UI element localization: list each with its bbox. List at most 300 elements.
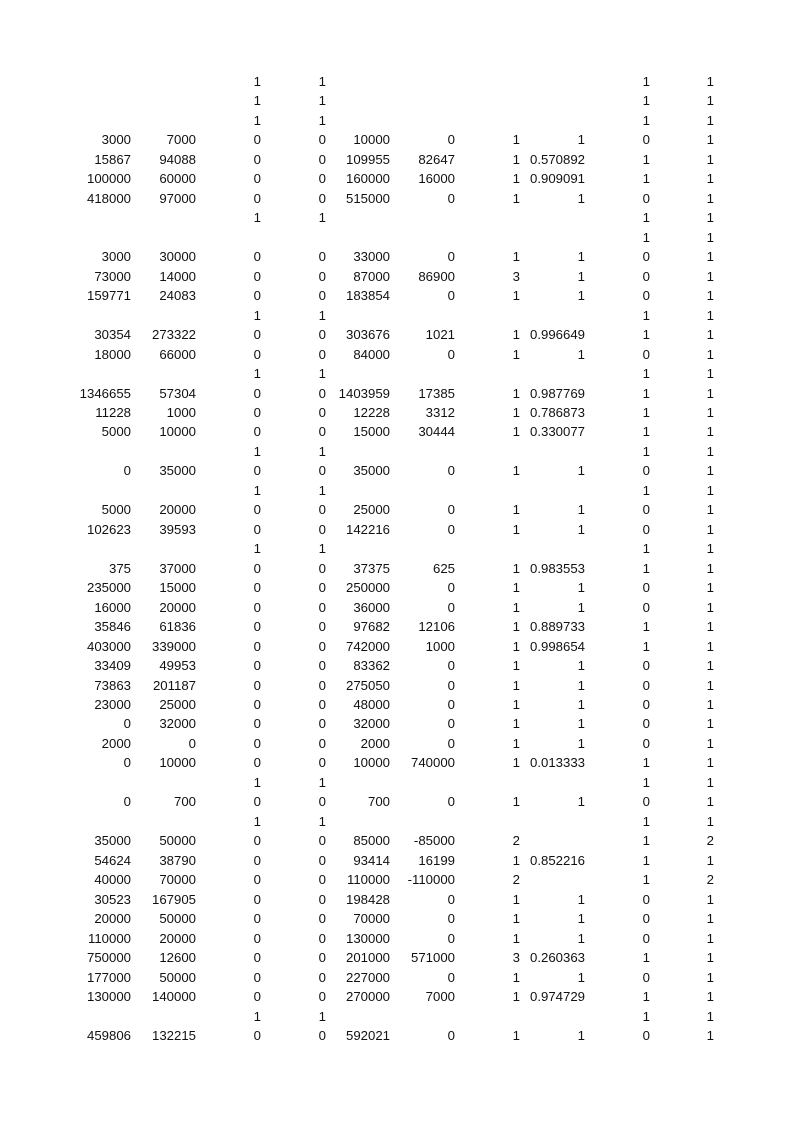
table-cell: 1 [706, 404, 714, 420]
table-cell: 1 [706, 521, 714, 537]
table-row [0, 247, 800, 266]
table-cell: 0 [253, 404, 261, 420]
table-cell: 0 [447, 288, 455, 304]
table-cell: 0 [447, 735, 455, 751]
table-cell: 32000 [159, 716, 196, 732]
table-cell: 273322 [151, 327, 196, 343]
table-cell: 140000 [151, 989, 196, 1005]
table-row [0, 851, 800, 870]
table-cell: 1 [706, 307, 714, 323]
table-row [0, 831, 800, 850]
table-cell: 16000 [418, 171, 455, 187]
table-cell: 1 [706, 424, 714, 440]
table-cell: 0 [318, 424, 326, 440]
table-cell: 750000 [86, 950, 131, 966]
table-cell: 5000 [101, 502, 131, 518]
table-cell: 1 [577, 930, 585, 946]
table-cell: 0 [642, 658, 650, 674]
table-cell: 1 [512, 658, 520, 674]
table-cell: 0 [253, 716, 261, 732]
table-cell: 571000 [410, 950, 455, 966]
table-cell: 0.987769 [529, 385, 585, 401]
table-cell: 201187 [152, 677, 196, 693]
table-cell: 0 [253, 327, 261, 343]
table-cell: 0 [447, 521, 455, 537]
table-cell: 1 [577, 891, 585, 907]
table-cell: 66000 [159, 346, 196, 362]
table-cell: 15000 [353, 424, 390, 440]
table-row [0, 753, 800, 772]
table-cell: 1 [706, 132, 714, 148]
table-cell: 84000 [353, 346, 390, 362]
table-cell: 10000 [353, 132, 390, 148]
table-cell: 1 [512, 599, 520, 615]
table-cell: 37375 [353, 560, 390, 576]
table-cell: 15867 [94, 151, 131, 167]
table-cell: 375 [108, 560, 131, 576]
table-cell: 1 [318, 482, 326, 498]
table-cell: 97000 [159, 190, 196, 206]
table-cell: 0 [253, 930, 261, 946]
table-cell: 0 [253, 580, 261, 596]
table-cell: 1 [253, 482, 261, 498]
table-cell: 1 [706, 619, 714, 635]
table-cell: 0 [642, 249, 650, 265]
table-row [0, 403, 800, 422]
table-cell: 0 [447, 891, 455, 907]
table-cell: 15000 [159, 580, 196, 596]
table-cell: 0 [318, 872, 326, 888]
table-cell: 7000 [166, 132, 196, 148]
table-cell: 1 [512, 327, 520, 343]
table-cell: 0 [253, 463, 261, 479]
table-cell: 11228 [95, 404, 131, 420]
table-cell: 36000 [353, 599, 390, 615]
table-cell: 2000 [360, 735, 390, 751]
table-cell: 14000 [159, 268, 196, 284]
table-row [0, 345, 800, 364]
table-cell: 0 [318, 755, 326, 771]
table-cell: 1 [512, 521, 520, 537]
table-cell: 1 [512, 989, 520, 1005]
table-cell: 0 [318, 930, 326, 946]
spreadsheet-page [0, 72, 800, 1045]
table-cell: 0 [318, 385, 326, 401]
table-cell: 109955 [345, 151, 390, 167]
table-cell: 1 [642, 482, 650, 498]
table-cell: 1 [706, 93, 714, 109]
table-row [0, 890, 800, 909]
table-cell: 1 [318, 307, 326, 323]
table-cell: 0 [447, 190, 455, 206]
table-cell: 23000 [94, 697, 131, 712]
table-cell: 1 [642, 774, 650, 790]
table-cell: 0.889733 [529, 619, 585, 635]
table-cell: 85000 [353, 833, 390, 849]
table-cell: 97682 [353, 619, 390, 635]
table-cell: 35000 [94, 833, 131, 849]
table-cell: 48000 [353, 697, 390, 712]
table-cell: 1 [706, 151, 714, 167]
table-cell: 1 [706, 1027, 714, 1043]
table-cell: 1 [706, 774, 714, 790]
table-cell: 10000 [353, 755, 390, 771]
table-cell: 1 [577, 190, 585, 206]
table-cell: 0 [253, 132, 261, 148]
table-cell: 0 [642, 1027, 650, 1043]
table-cell: 1 [318, 774, 326, 790]
table-cell: 1 [706, 210, 714, 226]
table-cell: 0 [253, 151, 261, 167]
table-cell: 0 [318, 502, 326, 518]
table-cell: 0 [318, 1027, 326, 1043]
table-cell: 0 [253, 268, 261, 284]
table-row [0, 325, 800, 344]
table-cell: 0 [318, 677, 326, 693]
table-row [0, 442, 800, 461]
table-cell: 339000 [151, 638, 196, 654]
table-cell: 0 [447, 930, 455, 946]
table-cell: 0.570892 [529, 151, 585, 167]
table-cell: 0 [447, 463, 455, 479]
table-cell: 12228 [353, 404, 390, 420]
table-cell: 100000 [86, 171, 131, 187]
table-row [0, 461, 800, 480]
table-row [0, 870, 800, 889]
table-row [0, 500, 800, 519]
table-cell: 25000 [353, 502, 390, 518]
table-cell: 1 [706, 697, 714, 712]
table-cell: 0 [318, 638, 326, 654]
table-cell: 0 [253, 502, 261, 518]
table-cell: 1 [512, 580, 520, 596]
table-row [0, 559, 800, 578]
table-cell: 32000 [353, 716, 390, 732]
table-cell: 0 [447, 677, 455, 693]
table-cell: 1 [642, 989, 650, 1005]
table-cell: 1 [253, 813, 261, 829]
table-cell: 1 [577, 658, 585, 674]
table-cell: 0 [318, 151, 326, 167]
table-cell: 1 [577, 249, 585, 265]
table-cell: 1 [706, 560, 714, 576]
table-cell: 1 [318, 813, 326, 829]
table-cell: 50000 [159, 833, 196, 849]
table-cell: 0 [318, 288, 326, 304]
table-cell: 1 [642, 833, 650, 849]
table-cell: 1 [706, 794, 714, 810]
table-cell: 0 [318, 989, 326, 1005]
table-row [0, 676, 800, 695]
table-cell: 1 [577, 1027, 585, 1043]
table-row [0, 267, 800, 286]
table-cell: 1 [642, 74, 650, 89]
table-cell: 0 [253, 852, 261, 868]
table-cell: 16199 [418, 852, 455, 868]
table-cell: 1 [706, 1008, 714, 1024]
table-row [0, 734, 800, 753]
table-cell: 1 [512, 404, 520, 420]
table-cell: 0.974729 [529, 989, 585, 1005]
table-cell: 33409 [94, 658, 131, 674]
table-cell: 0 [253, 249, 261, 265]
table-cell: 20000 [94, 911, 131, 927]
table-cell: 1 [577, 969, 585, 985]
table-cell: 1 [512, 716, 520, 732]
table-cell: 1 [577, 132, 585, 148]
table-cell: 1 [706, 74, 714, 89]
table-cell: 0.260363 [529, 950, 585, 966]
table-cell: 0 [253, 950, 261, 966]
table-cell: 0 [318, 268, 326, 284]
table-cell: 1 [706, 735, 714, 751]
table-cell: 1 [512, 560, 520, 576]
table-cell: 0 [318, 950, 326, 966]
table-cell: 130000 [345, 930, 390, 946]
table-row [0, 228, 800, 247]
table-cell: 1 [706, 366, 714, 382]
table-cell: 1 [318, 443, 326, 459]
table-cell: 1 [512, 891, 520, 907]
table-cell: 18000 [94, 346, 131, 362]
table-row [0, 948, 800, 967]
table-cell: 1 [318, 93, 326, 109]
table-cell: 87000 [353, 268, 390, 284]
table-cell: 2 [706, 872, 714, 888]
table-cell: 0 [447, 599, 455, 615]
table-cell: 0 [642, 580, 650, 596]
table-cell: 198428 [345, 891, 390, 907]
table-cell: 3000 [101, 249, 131, 265]
table-cell: 1 [706, 813, 714, 829]
table-row [0, 617, 800, 636]
table-cell: 33000 [353, 249, 390, 265]
table-cell: 1 [512, 502, 520, 518]
table-cell: 1 [318, 112, 326, 128]
table-cell: 70000 [353, 911, 390, 927]
table-cell: 275050 [345, 677, 390, 693]
table-cell: 1 [706, 463, 714, 479]
table-cell: 0 [123, 794, 131, 810]
table-cell: 1 [512, 151, 520, 167]
table-cell: 1 [706, 346, 714, 362]
table-cell: 1 [512, 288, 520, 304]
table-cell: 160000 [345, 171, 390, 187]
table-cell: 0.909091 [529, 171, 585, 187]
table-cell: 30354 [94, 327, 131, 343]
table-cell: 0 [318, 521, 326, 537]
table-cell: 0 [642, 794, 650, 810]
table-cell: 86900 [418, 268, 455, 284]
table-cell: 0 [642, 891, 650, 907]
table-cell: 0 [642, 677, 650, 693]
table-cell: 1 [512, 132, 520, 148]
table-cell: 0.786873 [529, 404, 585, 420]
table-cell: 0 [253, 521, 261, 537]
table-cell: 1 [577, 463, 585, 479]
table-cell: 2 [512, 833, 520, 849]
table-cell: 1 [577, 599, 585, 615]
table-cell: 60000 [159, 171, 196, 187]
table-cell: 1 [512, 755, 520, 771]
table-cell: 0 [642, 463, 650, 479]
table-cell: 0 [642, 716, 650, 732]
table-cell: 0 [253, 171, 261, 187]
table-row [0, 929, 800, 948]
table-cell: 1 [512, 697, 520, 712]
table-cell: 82647 [418, 151, 455, 167]
table-cell: 1 [642, 404, 650, 420]
table-cell: 0 [318, 580, 326, 596]
table-cell: 592021 [345, 1027, 390, 1043]
table-cell: 1 [642, 813, 650, 829]
table-cell: 0 [253, 677, 261, 693]
table-cell: 0 [253, 872, 261, 888]
table-cell: 201000 [345, 950, 390, 966]
table-cell: 1 [642, 229, 650, 245]
table-cell: 38790 [159, 852, 196, 868]
table-row [0, 656, 800, 675]
table-cell: 0 [642, 969, 650, 985]
table-cell: 0.983553 [529, 560, 585, 576]
table-cell: 0.013333 [529, 755, 585, 771]
table-cell: 1 [706, 716, 714, 732]
table-cell: 1 [577, 716, 585, 732]
table-cell: 250000 [345, 580, 390, 596]
table-row [0, 578, 800, 597]
table-cell: 0.852216 [529, 852, 585, 868]
table-cell: 1 [706, 969, 714, 985]
table-cell: 0 [642, 132, 650, 148]
table-cell: 3 [512, 950, 520, 966]
table-cell: 35000 [159, 463, 196, 479]
table-cell: 0 [253, 560, 261, 576]
table-cell: 50000 [159, 911, 196, 927]
table-cell: 142216 [345, 521, 390, 537]
table-cell: 1 [512, 346, 520, 362]
table-cell: 1 [642, 151, 650, 167]
table-cell: 0 [123, 716, 131, 732]
table-cell: 0 [318, 658, 326, 674]
table-row [0, 91, 800, 110]
table-row [0, 714, 800, 733]
table-cell: 1 [706, 852, 714, 868]
table-cell: 0 [642, 502, 650, 518]
table-cell: 1 [512, 969, 520, 985]
table-cell: 1 [706, 171, 714, 187]
table-cell: 1 [512, 638, 520, 654]
table-cell: 0 [318, 735, 326, 751]
table-cell: 0 [447, 658, 455, 674]
table-cell: 1 [253, 210, 261, 226]
table-cell: 740000 [410, 755, 455, 771]
table-cell: 1346655 [79, 385, 131, 401]
table-cell: 625 [432, 560, 455, 576]
table-cell: 1 [706, 190, 714, 206]
table-cell: 1 [706, 580, 714, 596]
table-cell: 0 [188, 735, 196, 751]
table-cell: 0 [447, 697, 455, 712]
table-cell: 1 [577, 735, 585, 751]
table-cell: 0 [447, 1027, 455, 1043]
table-row [0, 384, 800, 403]
table-cell: 20000 [159, 930, 196, 946]
table-cell: 2 [706, 833, 714, 849]
table-cell: -110000 [407, 872, 455, 888]
table-row [0, 422, 800, 441]
table-row [0, 792, 800, 811]
table-cell: 0 [642, 911, 650, 927]
table-cell: 17385 [418, 385, 455, 401]
table-row [0, 169, 800, 188]
table-cell: 700 [173, 794, 196, 810]
table-cell: 183854 [345, 288, 390, 304]
table-cell: 1 [512, 911, 520, 927]
table-cell: 177000 [86, 969, 131, 985]
table-cell: 1 [706, 950, 714, 966]
table-cell: 1 [706, 911, 714, 927]
table-cell: 1 [706, 385, 714, 401]
table-cell: 0 [318, 171, 326, 187]
table-cell: 1 [706, 502, 714, 518]
table-cell: 5000 [101, 424, 131, 440]
table-cell: 83362 [353, 658, 390, 674]
table-row [0, 987, 800, 1006]
table-cell: 0.998654 [529, 638, 585, 654]
table-cell: 0 [318, 132, 326, 148]
table-cell: 1 [253, 366, 261, 382]
table-row [0, 909, 800, 928]
table-cell: 2000 [101, 735, 131, 751]
table-cell: 0 [447, 969, 455, 985]
table-cell: 0 [318, 599, 326, 615]
table-cell: 37000 [159, 560, 196, 576]
table-cell: 418000 [86, 190, 131, 206]
table-cell: 0 [253, 735, 261, 751]
table-cell: 459806 [86, 1027, 131, 1043]
table-cell: 39593 [159, 521, 196, 537]
table-cell: 1 [706, 755, 714, 771]
table-cell: 0 [318, 327, 326, 343]
table-row [0, 481, 800, 500]
table-row [0, 111, 800, 130]
table-cell: 0 [642, 735, 650, 751]
table-cell: 49953 [159, 658, 196, 674]
table-cell: 1 [253, 774, 261, 790]
table-cell: 1 [642, 443, 650, 459]
table-cell: 0 [253, 658, 261, 674]
table-cell: 130000 [86, 989, 131, 1005]
table-cell: 1 [512, 619, 520, 635]
table-cell: 1 [512, 171, 520, 187]
table-cell: 1 [253, 1008, 261, 1024]
table-cell: 1 [706, 599, 714, 615]
table-cell: 0 [253, 1027, 261, 1043]
table-row [0, 968, 800, 987]
table-cell: 0 [253, 638, 261, 654]
table-cell: 227000 [345, 969, 390, 985]
table-cell: 70000 [159, 872, 196, 888]
table-cell: 61836 [159, 619, 196, 635]
table-cell: 0 [447, 249, 455, 265]
table-cell: 0 [253, 891, 261, 907]
table-cell: 0 [447, 580, 455, 596]
table-cell: 94088 [159, 151, 196, 167]
table-cell: 0 [318, 404, 326, 420]
table-cell: 0 [318, 560, 326, 576]
table-cell: 1 [253, 541, 261, 557]
table-cell: 0 [253, 346, 261, 362]
